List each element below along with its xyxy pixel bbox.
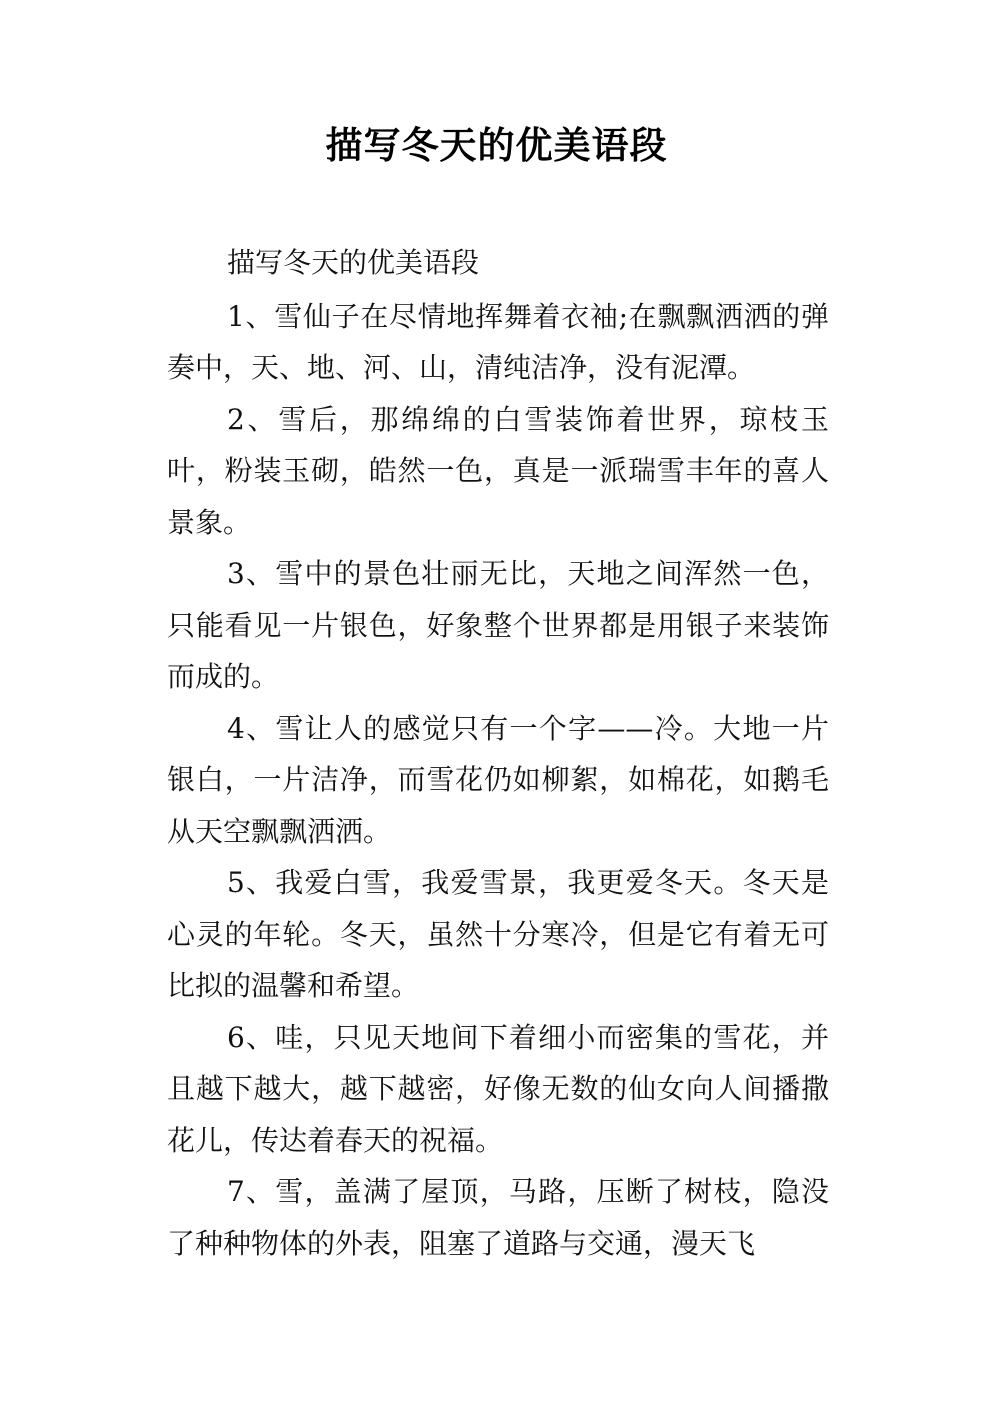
paragraph-4: 4、雪让人的感觉只有一个字——冷。大地一片银白，一片洁净，而雪花仍如柳絮，如棉花，如鹅毛从天空飘飘洒洒。 <box>167 711 829 848</box>
paragraph-6: 6、哇，只见天地间下着细小而密集的雪花，并且越下越大，越下越密，好像无数的仙女向人间播撒花儿，传达着春天的祝福。 <box>167 1020 829 1157</box>
paragraph-5: 5、我爱白雪，我爱雪景，我更爱冬天。冬天是心灵的年轮。冬天，虽然十分寒冷，但是它有着无可比拟的温馨和希望。 <box>167 866 829 1002</box>
document-subtitle: 描写冬天的优美语段 <box>227 246 480 279</box>
paragraph-1: 1、雪仙子在尽情地挥舞着衣袖;在飘飘洒洒的弹奏中，天、地、河、山，清纯洁净，没有泥潭。 <box>167 299 829 384</box>
paragraph-7: 7、雪，盖满了屋顶，马路，压断了树枝，隐没了种种物体的外表，阻塞了道路与交通，漫天飞 <box>167 1175 829 1260</box>
document-body <box>167 237 829 1269</box>
page-title: 描写冬天的优美语段 <box>325 124 668 167</box>
paragraph-2: 2、雪后，那绵绵的白雪装饰着世界，琼枝玉叶，粉装玉砌，皓然一色，真是一派瑞雪丰年的喜人景象。 <box>167 402 829 539</box>
paragraph-3: 3、雪中的景色壮丽无比，天地之间浑然一色，只能看见一片银色，好象整个世界都是用银子来装饰而成的。 <box>167 557 829 693</box>
